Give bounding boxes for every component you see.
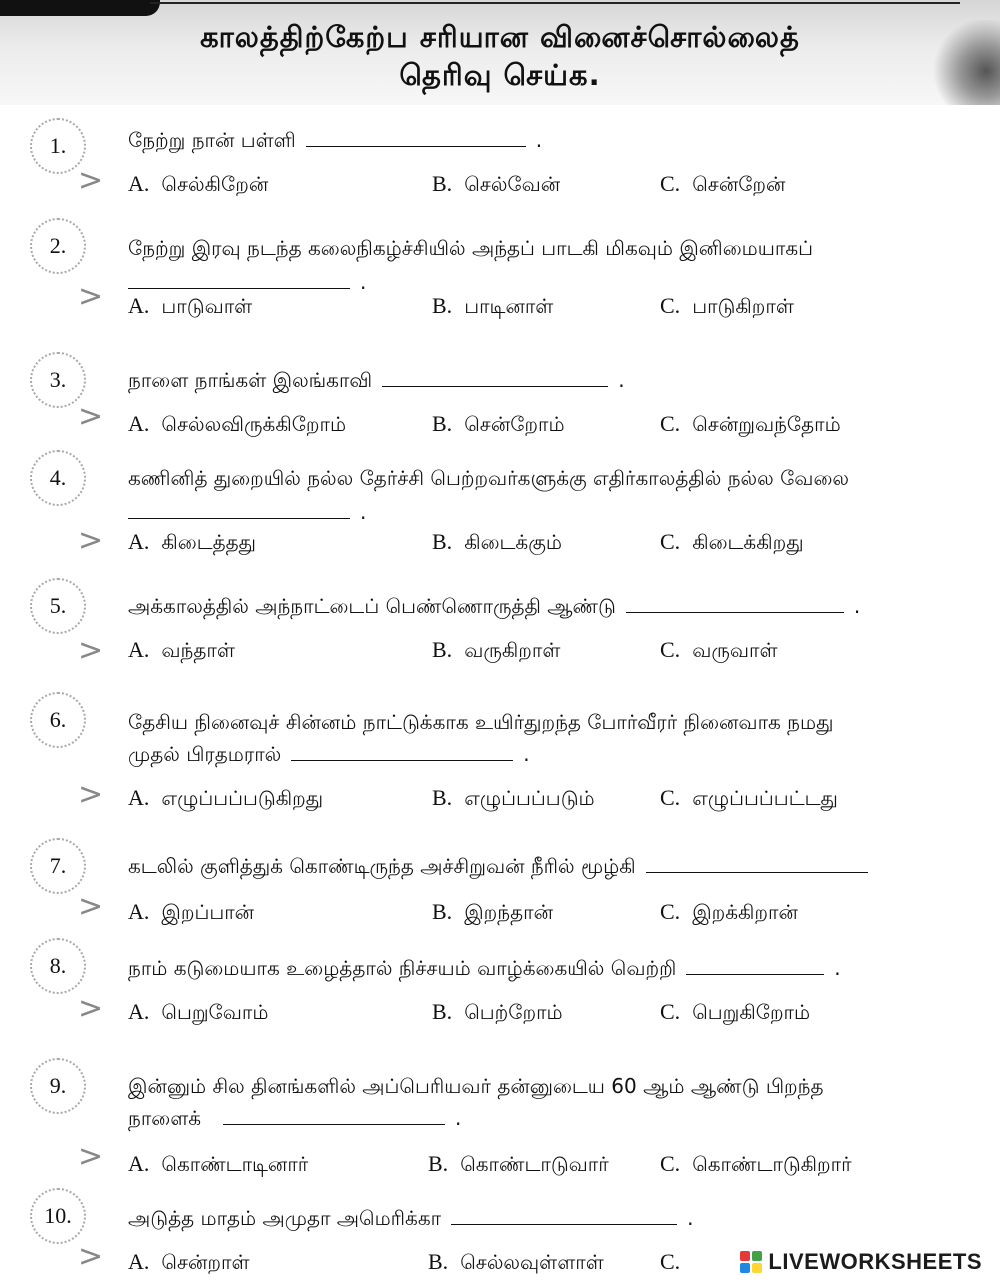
option-b[interactable]: B. கொண்டாடுவார் [428, 1151, 609, 1176]
option-c[interactable]: C. வருவாள் [660, 637, 778, 662]
question-text: இன்னும் சில தினங்களில் அப்பெரியவர் தன்னுடைய 60 ஆம் ஆண்டு பிறந்த [128, 1074, 824, 1098]
option-a[interactable]: A. செல்கிறேன் [128, 171, 269, 196]
option-b[interactable]: B. செல்லவுள்ளாள் [428, 1249, 604, 1274]
watermark-text: LIVEWORKSHEETS [768, 1249, 982, 1274]
header-topline [150, 2, 960, 4]
option-a[interactable]: A. கொண்டாடினார் [128, 1151, 309, 1176]
arrow-icon: > [78, 523, 104, 558]
question-number-badge: 9. [26, 1058, 90, 1114]
question-text: கணினித் துறையில் நல்ல தேர்ச்சி பெற்றவர்களுக்கு எதிர்காலத்தில் நல்ல வேலை [128, 466, 849, 490]
question-text: அடுத்த மாதம் அமுதா அமெரிக்கா . [128, 1206, 694, 1230]
option-b[interactable]: B. சென்றோம் [432, 411, 565, 436]
question-number-badge: 10. [26, 1188, 90, 1244]
arrow-icon: > [78, 991, 104, 1026]
answer-blank[interactable] [451, 1223, 677, 1225]
question-text: அக்காலத்தில் அந்நாட்டைப் பெண்ணொருத்தி ஆண்டு . [128, 594, 861, 618]
option-c[interactable]: C. எழுப்பப்பட்டது [660, 785, 838, 810]
option-a[interactable]: A. பெறுவோம் [128, 999, 269, 1024]
option-a[interactable]: A. கிடைத்தது [128, 529, 257, 554]
option-c[interactable]: C. பாடுகிறாள் [660, 293, 794, 318]
question-text-continued: . [128, 494, 975, 530]
question-text-continued: நாளைக் . [128, 1106, 462, 1130]
page-title: காலத்திற்கேற்ப சரியான வினைச்சொல்லைத் [200, 20, 800, 54]
arrow-icon: > [78, 1239, 104, 1274]
question-text: நாம் கடுமையாக உழைத்தால் நிச்சயம் வாழ்க்கையில் வெற்றி . [128, 956, 841, 980]
option-b[interactable]: B. வருகிறாள் [432, 637, 561, 662]
arrow-icon: > [78, 777, 104, 812]
question-number-badge: 2. [26, 218, 90, 274]
answer-blank[interactable] [382, 385, 608, 387]
option-a[interactable]: A. சென்றாள் [128, 1249, 250, 1274]
question-number-badge: 7. [26, 838, 90, 894]
header-tab [0, 0, 160, 16]
answer-blank[interactable] [223, 1123, 445, 1125]
question-number-badge: 1. [26, 118, 90, 174]
answer-blank[interactable] [291, 759, 513, 761]
option-c[interactable]: C. [660, 1249, 681, 1274]
answer-blank[interactable] [686, 973, 824, 975]
option-a[interactable]: A. எழுப்பப்படுகிறது [128, 785, 324, 810]
question-number-badge: 6. [26, 692, 90, 748]
answer-blank[interactable] [646, 871, 868, 873]
arrow-icon: > [78, 399, 104, 434]
answer-blank[interactable] [626, 611, 844, 613]
option-c[interactable]: C. இறக்கிறான் [660, 899, 798, 924]
option-b[interactable]: B. பாடினாள் [432, 293, 554, 318]
answer-blank[interactable] [128, 287, 350, 289]
option-a[interactable]: A. செல்லவிருக்கிறோம் [128, 411, 347, 436]
question-number-badge: 3. [26, 352, 90, 408]
option-c[interactable]: C. சென்றேன் [660, 171, 786, 196]
question-number-badge: 8. [26, 938, 90, 994]
option-c[interactable]: C. சென்றுவந்தோம் [660, 411, 841, 436]
question-text: கடலில் குளித்துக் கொண்டிருந்த அச்சிறுவன் நீரில் மூழ்கி [128, 848, 975, 884]
question-text: நேற்று நான் பள்ளி . [128, 128, 543, 152]
question-number-badge: 4. [26, 450, 90, 506]
watermark [740, 1247, 982, 1277]
question-text: நேற்று இரவு நடந்த கலைநிகழ்ச்சியில் அந்தப் பாடகி மிகவும் இனிமையாகப் [128, 236, 814, 260]
liveworksheets-logo-icon [740, 1251, 762, 1273]
option-a[interactable]: A. இறப்பான் [128, 899, 255, 924]
arrow-icon: > [78, 279, 104, 314]
option-b[interactable]: B. பெற்றோம் [432, 999, 563, 1024]
arrow-icon: > [78, 889, 104, 924]
option-a[interactable]: A. பாடுவாள் [128, 293, 253, 318]
option-b[interactable]: B. செல்வேன் [432, 171, 561, 196]
question-text: தேசிய நினைவுச் சின்னம் நாட்டுக்காக உயிர்துறந்த போர்வீரர் நினைவாக நமது [128, 710, 834, 734]
arrow-icon: > [78, 633, 104, 668]
question-number-badge: 5. [26, 578, 90, 634]
option-c[interactable]: C. கொண்டாடுகிறார் [660, 1151, 852, 1176]
arrow-icon: > [78, 1139, 104, 1174]
option-b[interactable]: B. கிடைக்கும் [432, 529, 562, 554]
answer-blank[interactable] [306, 145, 526, 147]
option-a[interactable]: A. வந்தாள் [128, 637, 235, 662]
answer-blank[interactable] [128, 517, 350, 519]
question-text-continued: . [128, 264, 975, 300]
option-c[interactable]: C. பெறுகிறோம் [660, 999, 811, 1024]
question-text-continued: முதல் பிரதமரால் . [128, 742, 530, 766]
option-b[interactable]: B. இறந்தான் [432, 899, 553, 924]
option-c[interactable]: C. கிடைக்கிறது [660, 529, 804, 554]
question-text: நாளை நாங்கள் இலங்காவி . [128, 368, 625, 392]
option-b[interactable]: B. எழுப்பப்படும் [432, 785, 595, 810]
arrow-icon: > [78, 163, 104, 198]
page-subtitle: தெரிவு செய்க. [399, 58, 601, 92]
